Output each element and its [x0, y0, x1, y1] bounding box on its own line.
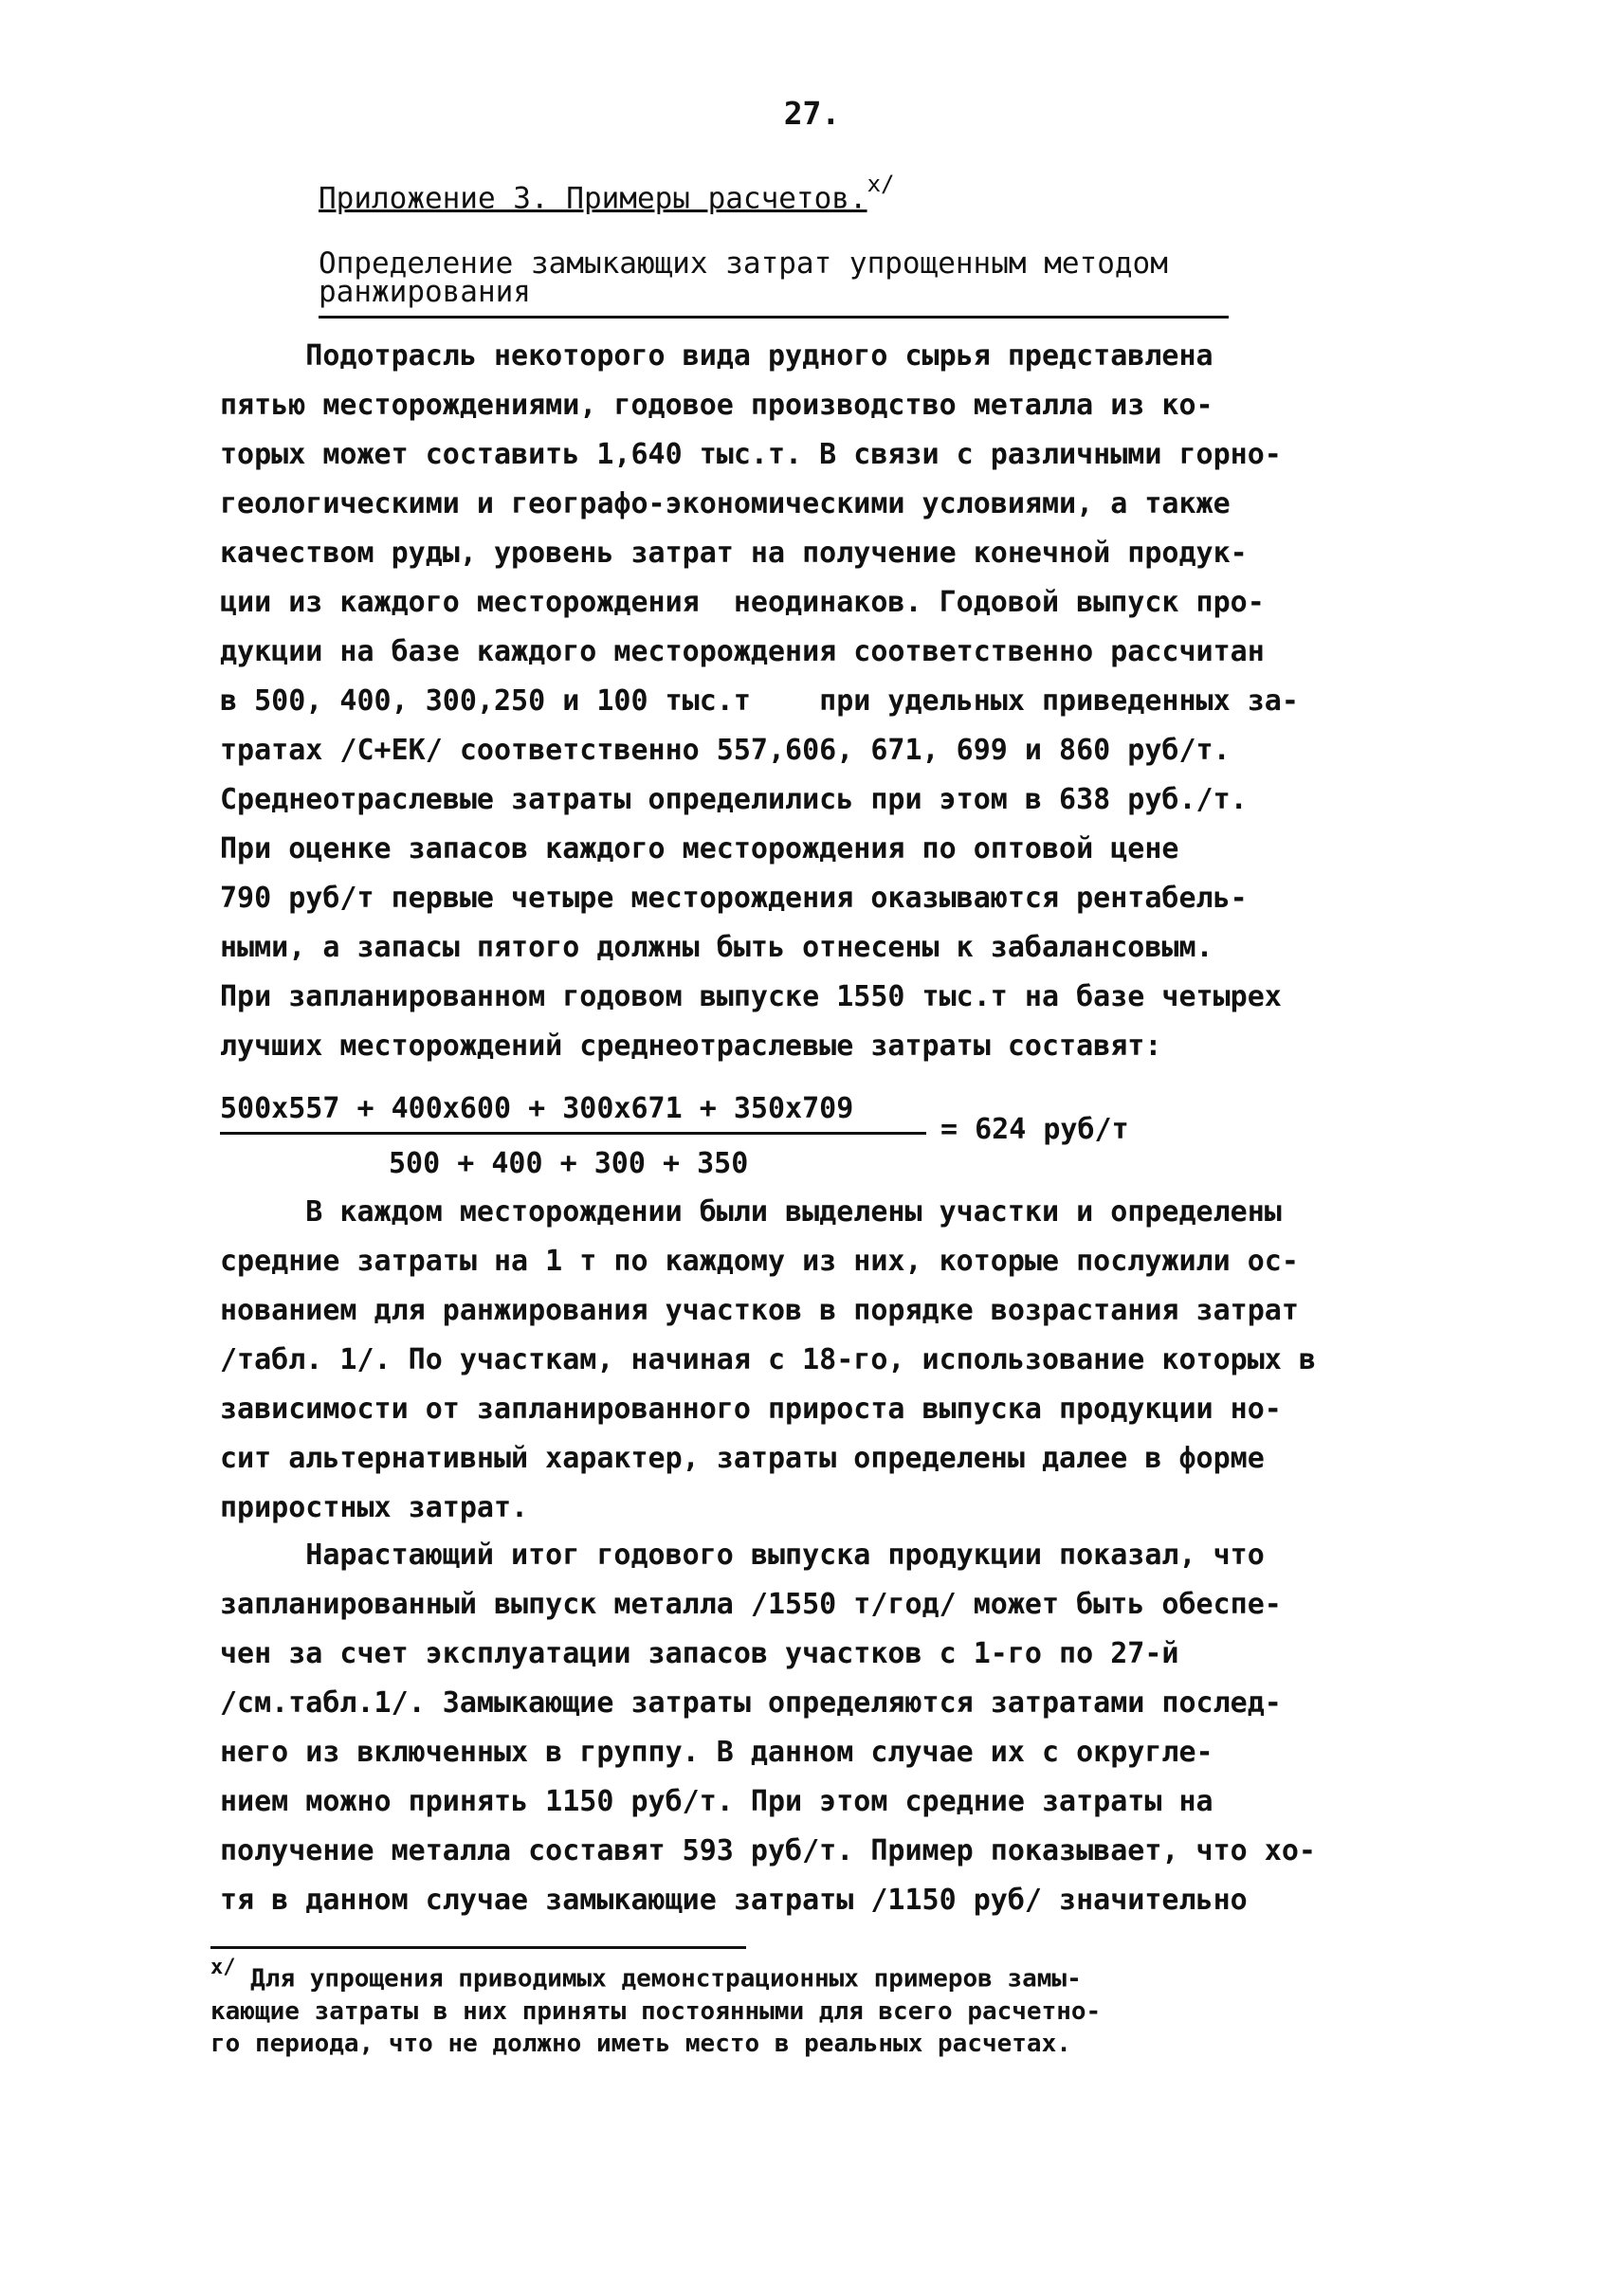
- footnote: [210, 1956, 1405, 2060]
- text-line: чен за счет эксплуатации запасов участков с 1-го по 27-й: [220, 1637, 1179, 1670]
- text-line: 790 руб/т первые четыре месторождения оказываются рентабель-: [220, 882, 1248, 915]
- fraction-line: [220, 1132, 926, 1135]
- text-line: нованием для ранжирования участков в порядке возрастания затрат: [220, 1294, 1299, 1327]
- text-line: В каждом месторождении были выделены участки и определены: [220, 1195, 1282, 1229]
- text-line: качеством руды, уровень затрат на получение конечной продук-: [220, 537, 1248, 570]
- footnote-line: кающие затраты в них приняты постоянными для всего расчетно-: [210, 1996, 1102, 2026]
- text-line: лучших месторождений среднеотраслевые затраты составят:: [220, 1029, 1162, 1063]
- text-line: тя в данном случае замыкающие затраты /1150 руб/ значительно: [220, 1884, 1248, 1917]
- text-line: торых может составить 1,640 тыс.т. В связи с различными горно-: [220, 438, 1282, 471]
- paragraph-3: [220, 1531, 1443, 1925]
- text-line: Среднеотраслевые затраты определились при этом в 638 руб./т.: [220, 783, 1248, 816]
- appendix-title: Приложение 3. Примеры расчетов.: [319, 181, 867, 216]
- text-line: При оценке запасов каждого месторождения по оптовой цене: [220, 832, 1179, 865]
- footnote-marker: x/: [210, 1956, 236, 1979]
- text-line: Подотрасль некоторого вида рудного сырья представлена: [220, 339, 1213, 373]
- formula-numerator: 500х557 + 400х600 + 300х671 + 350х709: [220, 1092, 854, 1125]
- text-line: нием можно принять 1150 руб/т. При этом средние затраты на: [220, 1785, 1213, 1818]
- appendix-heading: [319, 171, 895, 216]
- paragraph-2: [220, 1188, 1443, 1533]
- paragraph-1: [220, 332, 1443, 1071]
- text-line: запланированный выпуск металла /1550 т/год/ может быть обеспе-: [220, 1588, 1282, 1621]
- text-line: /табл. 1/. По участкам, начиная с 18-го, использование которых в: [220, 1343, 1316, 1376]
- formula-denominator: 500 + 400 + 300 + 350: [389, 1147, 749, 1180]
- footnote-line: го периода, что не должно иметь место в реальных расчетах.: [210, 2029, 1071, 2058]
- text-line: сит альтернативный характер, затраты определены далее в форме: [220, 1442, 1265, 1475]
- text-line: ции из каждого месторождения неодинаков. Годовой выпуск про-: [220, 586, 1265, 619]
- text-line: ными, а запасы пятого должны быть отнесены к забалансовым.: [220, 931, 1213, 964]
- appendix-footnote-marker: x/: [867, 171, 895, 197]
- text-line: /см.табл.1/. Замыкающие затраты определяются затратами послед-: [220, 1686, 1282, 1720]
- text-line: приростных затрат.: [220, 1491, 529, 1524]
- text-line: тратах /С+ЕК/ соответственно 557,606, 671, 699 и 860 руб/т.: [220, 734, 1231, 767]
- text-line: геологическими и географо-экономическими условиями, а также: [220, 487, 1231, 520]
- formula-result: = 624 руб/т: [940, 1113, 1129, 1146]
- text-line: зависимости от запланированного прироста выпуска продукции но-: [220, 1393, 1282, 1426]
- footnote-separator: [210, 1946, 746, 1949]
- text-line: пятью месторождениями, годовое производство металла из ко-: [220, 389, 1213, 422]
- footnote-line-text: Для упрощения приводимых демонстрационных примеров замы-: [235, 1964, 1082, 1994]
- text-line: дукции на базе каждого месторождения соответственно рассчитан: [220, 635, 1265, 668]
- text-line: в 500, 400, 300,250 и 100 тыс.т при удельных приведенных за-: [220, 684, 1299, 718]
- text-line: При запланированном годовом выпуске 1550 тыс.т на базе четырех: [220, 980, 1282, 1013]
- text-line: средние затраты на 1 т по каждому из них, которые послужили ос-: [220, 1245, 1299, 1278]
- text-line: Нарастающий итог годового выпуска продукции показал, что: [220, 1539, 1265, 1572]
- text-line: него из включенных в группу. В данном случае их с округле-: [220, 1736, 1213, 1769]
- text-line: получение металла составят 593 руб/т. Пример показывает, что хо-: [220, 1834, 1316, 1867]
- section-title: Определение замыкающих затрат упрощенным методом ранжирования: [319, 249, 1229, 319]
- page-number: 27.: [783, 95, 841, 132]
- footnote-line: [210, 1956, 1405, 1995]
